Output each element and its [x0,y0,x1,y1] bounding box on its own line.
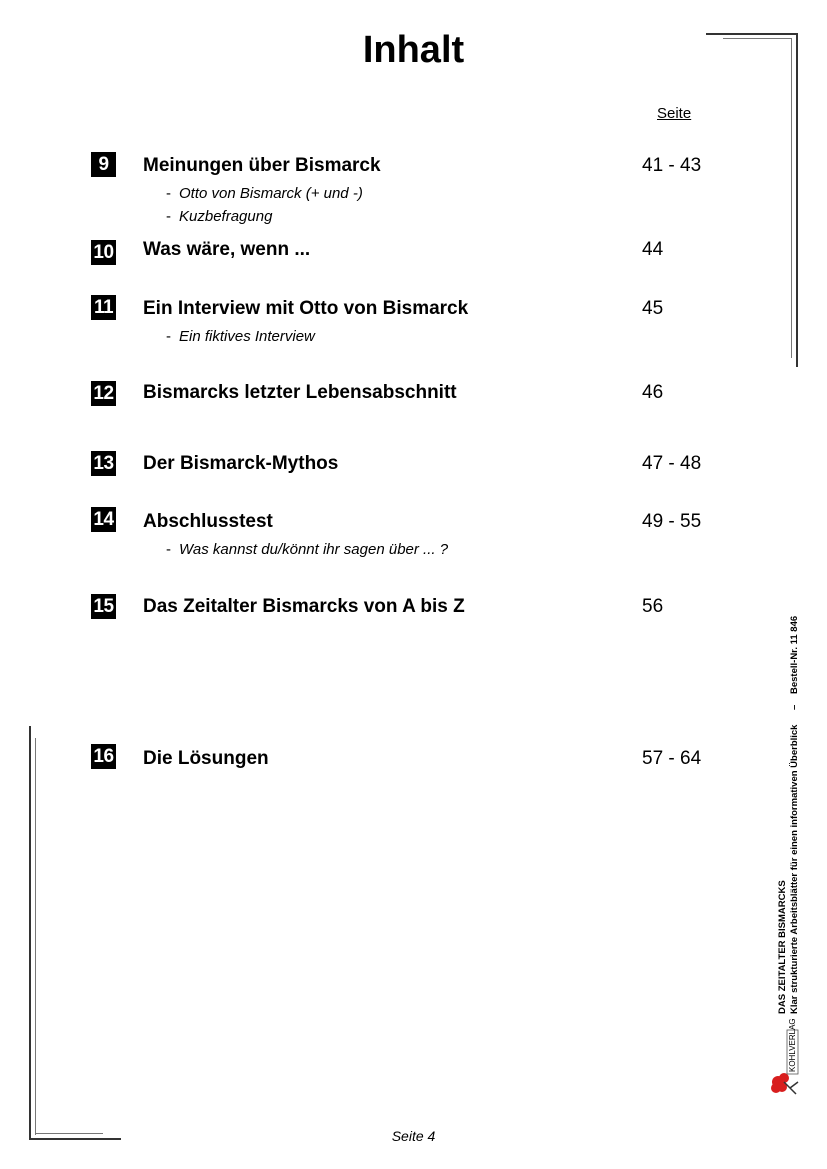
entry-title: Abschlusstest [143,511,273,532]
entry-pages: 56 [642,596,664,617]
book-title: DAS ZEITALTER BISMARCKS [777,880,788,1014]
order-number [789,616,801,694]
entry-title: Der Bismarck-Mythos [143,453,339,474]
entry-title: Das Zeitalter Bismarcks von A bis Z [143,596,465,617]
entry-subitem: - Kuzbefragung [166,208,273,225]
entry-number: 10 [91,240,116,265]
entry-number: 13 [91,451,116,476]
entry-title: Bismarcks letzter Lebensabschnitt [143,382,457,403]
entry-subitem: - Otto von Bismarck (+ und -) [166,185,363,202]
page-title: Inhalt [362,29,465,71]
publisher-logo [768,1018,802,1096]
frame-line-top-outer [706,33,798,35]
page-footer: Seite 4 [391,1128,436,1144]
frame-line-left-outer [29,726,31,1140]
frame-line-left-inner [35,738,36,1135]
entry-subitem-text: Kuzbefragung [179,208,273,225]
entry-subitem-text: Otto von Bismarck (+ und -) [179,185,363,202]
order-number-text: Bestell-Nr. 11 846 [789,615,800,694]
entry-subitem-text: Ein fiktives Interview [179,328,315,345]
entry-title: Was wäre, wenn ... [143,239,311,260]
book-subtitle: Klar strukturierte Arbeitsblätter für einen informativen Überblick [789,724,800,1014]
frame-line-right-outer [796,33,798,367]
entry-pages: 45 [642,298,664,319]
entry-pages: 47 - 48 [642,453,702,474]
sidebar-separator: – [789,704,800,710]
entry-pages: 44 [642,239,664,260]
entry-pages: 46 [642,382,664,403]
publisher-name: KOHLVERLAG [788,1018,797,1072]
entry-pages: 57 - 64 [642,748,702,769]
page-column-header: Seite [657,105,692,122]
entry-number: 9 [91,152,116,177]
frame-line-right-inner [791,38,792,358]
entry-number: 16 [91,744,116,769]
frame-line-top-inner [723,38,791,39]
entry-pages: 41 - 43 [642,155,702,176]
entry-number: 15 [91,594,116,619]
entry-subitem-text: Was kannst du/könnt ihr sagen über ... ? [179,541,449,558]
entry-subitem: - Was kannst du/könnt ihr sagen über ... ? [166,541,449,558]
entry-title: Ein Interview mit Otto von Bismarck [143,298,469,319]
entry-number: 12 [91,381,116,406]
entry-title: Meinungen über Bismarck [143,155,381,176]
entry-number: 11 [91,295,116,320]
entry-title: Die Lösungen [143,748,269,769]
entry-pages: 49 - 55 [642,511,702,532]
entry-subitem: - Ein fiktives Interview [166,328,315,345]
entry-number: 14 [91,507,116,532]
